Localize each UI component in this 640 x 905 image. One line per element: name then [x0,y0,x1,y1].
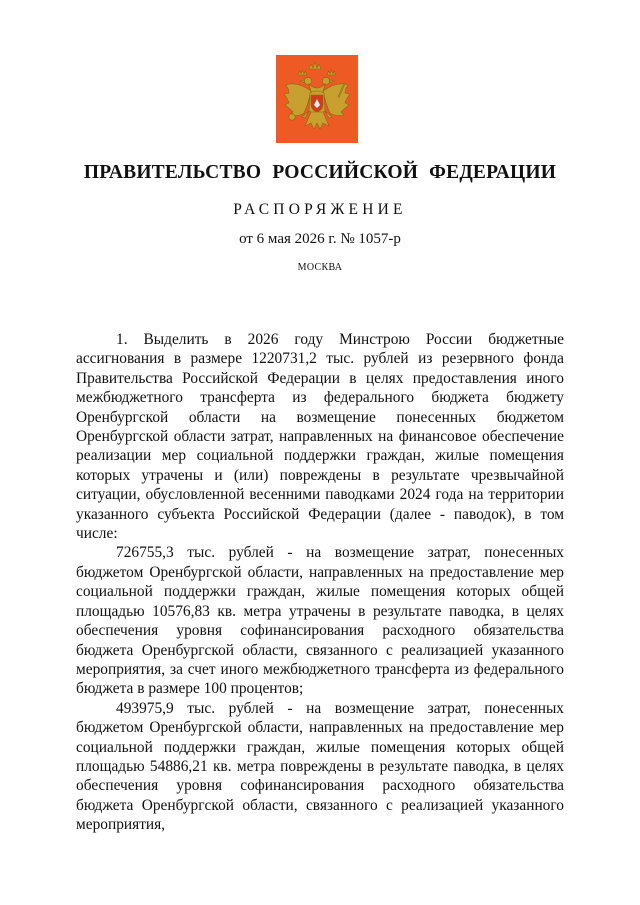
paragraph: 493975,9 тыс. рублей - на возмещение затрат, понесенных бюджетом Оренбургской области, направленных на предоставление мер социальной поддержки граждан, жилые помещения которых общей площадью 54886,21 кв. метра повреждены в результате паводка, в целях обеспечения уровня софинансирования расходного обязательства бюджета Оренбургской области, связанного с реализацией указанного мероприятия, [76,699,564,834]
coat-of-arms-russia-icon [276,55,358,143]
document-place: МОСКВА [297,262,343,273]
paragraph: 1. Выделить в 2026 году Минстрою России бюджетные ассигнования в размере 1220731,2 тыс. рублей из резервного фонда Правительства Российской Федерации в целях предоставления иного межбюджетного трансферта из федерального бюджета бюджету Оренбургской области на возмещение понесенных бюджетом Оренбургской области затрат, направленных на финансовое обеспечение реализации мер социальной поддержки граждан, жилые помещения которых утрачены и (или) повреждены в результате чрезвычайной ситуации, обусловленной весенними паводками 2024 года на территории указанного субъекта Российской Федерации (далее - паводок), в том числе: [76,331,564,543]
document-body [76,330,564,835]
government-name: ПРАВИТЕЛЬСТВО РОССИЙСКОЙ ФЕДЕРАЦИИ [83,162,557,183]
document-type: РАСПОРЯЖЕНИЕ [233,201,407,218]
document-date-number: от 6 мая 2026 г. № 1057-р [239,231,401,247]
paragraph: 726755,3 тыс. рублей - на возмещение затрат, понесенных бюджетом Оренбургской области, направленных на предоставление мер социальной поддержки граждан, жилые помещения которых общей площадью 10576,83 кв. метра утрачены в результате паводка, в целях обеспечения уровня софинансирования расходного обязательства бюджета Оренбургской области, связанного с реализацией указанного мероприятия, за счет иного межбюджетного трансферта из федерального бюджета в размере 100 процентов; [76,544,564,698]
